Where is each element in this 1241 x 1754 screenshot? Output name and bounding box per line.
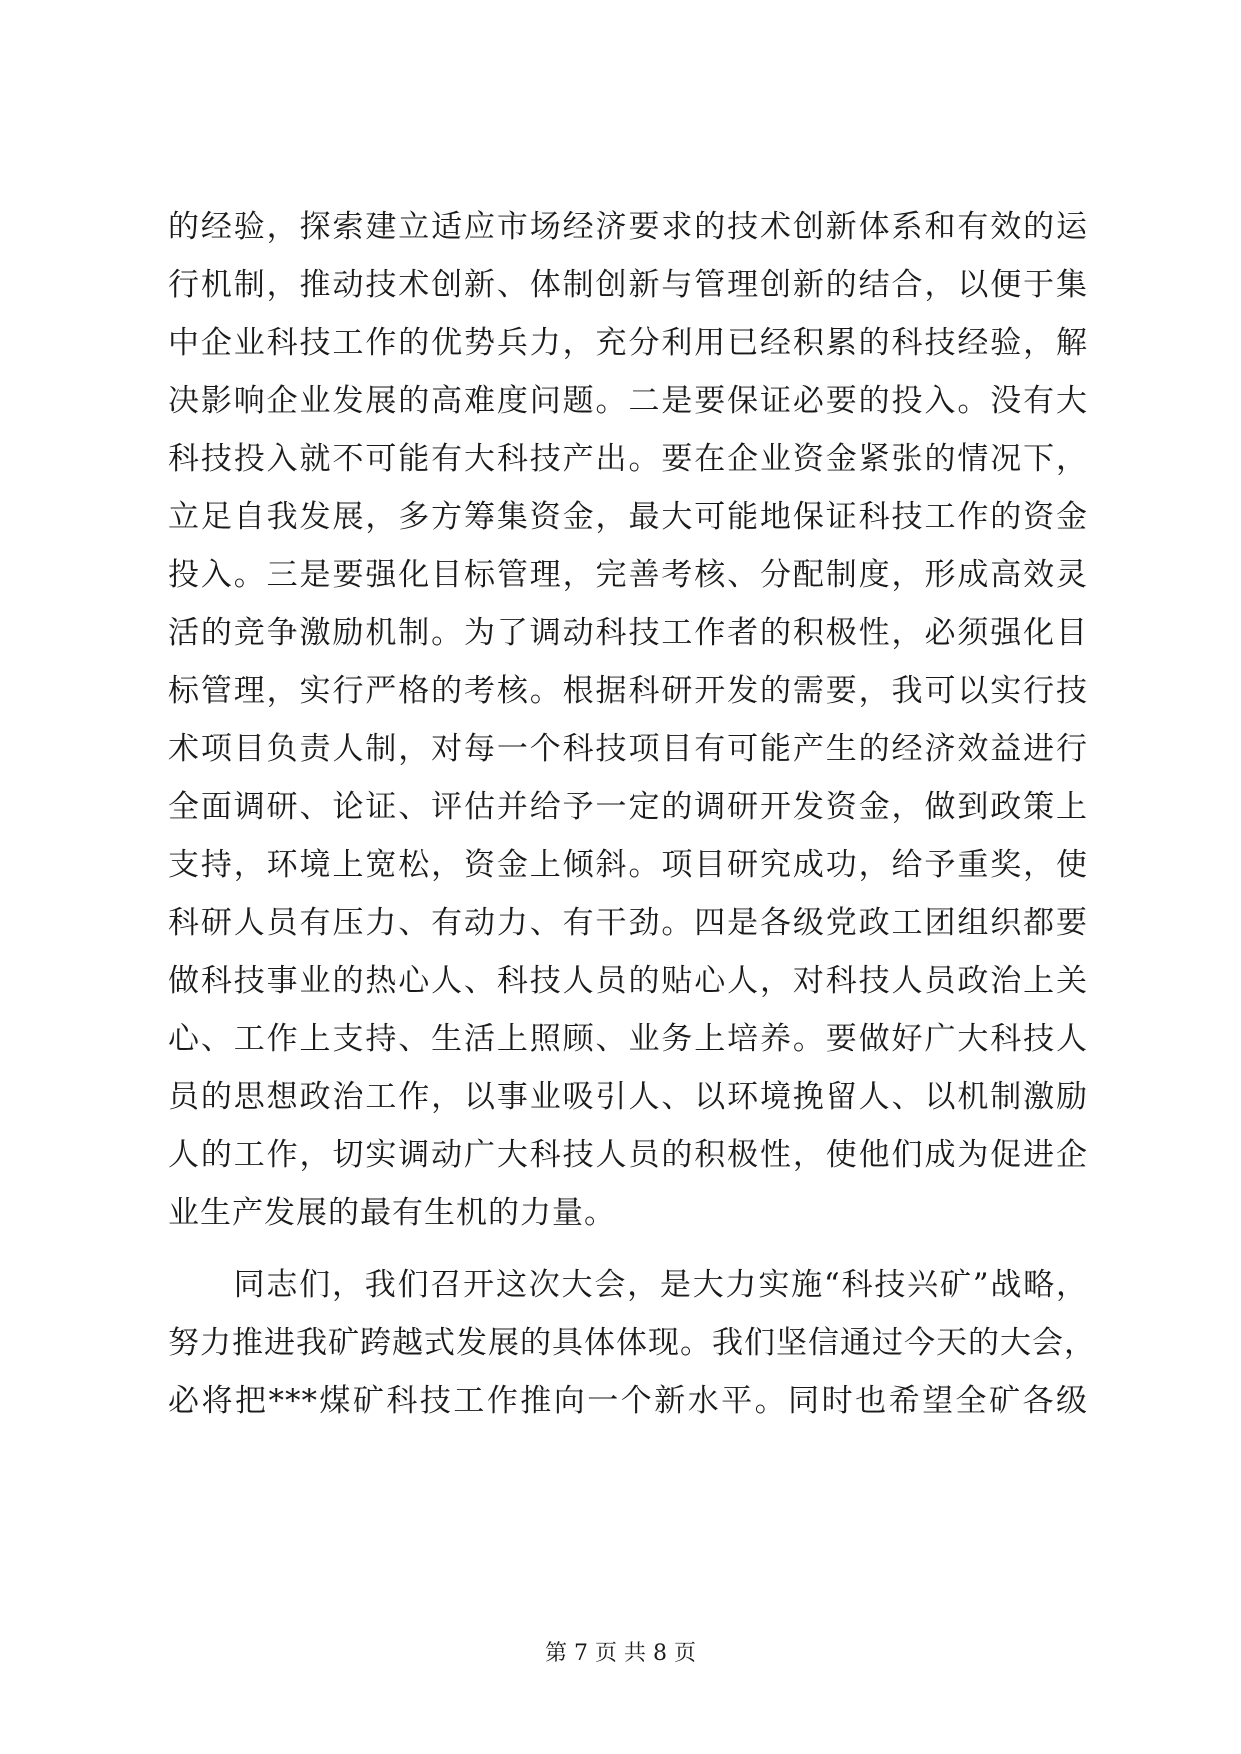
page-footer [0,1639,1241,1669]
text-line: 活的竞争激励机制。为了调动科技工作者的积极性，必须强化目 [168,615,1088,651]
body-text [168,198,1096,1430]
text-line: 支持，环境上宽松，资金上倾斜。项目研究成功，给予重奖，使 [168,847,1088,883]
text-line: 科研人员有压力、有动力、有干劲。四是各级党政工团组织都要 [168,905,1088,941]
text-line: 人的工作，切实调动广大科技人员的积极性，使他们成为促进企 [168,1137,1088,1173]
paragraph-gap [168,1242,1088,1256]
text-line: 中企业科技工作的优势兵力，充分利用已经积累的科技经验，解 [168,325,1088,361]
paragraph [168,198,1088,1242]
text-line: 全面调研、论证、评估并给予一定的调研开发资金，做到政策上 [168,789,1088,825]
text-line: 的经验，探索建立适应市场经济要求的技术创新体系和有效的运 [168,209,1088,245]
text-line: 心、工作上支持、生活上照顾、业务上培养。要做好广大科技人 [168,1021,1088,1057]
text-line: 决影响企业发展的高难度问题。二是要保证必要的投入。没有大 [168,383,1088,419]
text-line: 行机制，推动技术创新、体制创新与管理创新的结合，以便于集 [168,267,1088,303]
text-line: 必将把***煤矿科技工作推向一个新水平。同时也希望全矿各级 [168,1383,1088,1419]
text-line: 业生产发展的最有生机的力量。 [168,1195,616,1231]
text-line: 努力推进我矿跨越式发展的具体体现。我们坚信通过今天的大会， [168,1325,1096,1361]
text-line: 标管理，实行严格的考核。根据科研开发的需要，我可以实行技 [168,673,1088,709]
text-line: 做科技事业的热心人、科技人员的贴心人，对科技人员政治上关 [168,963,1088,999]
text-line: 投入。三是要强化目标管理，完善考核、分配制度，形成高效灵 [168,557,1088,593]
page-number: 第 7 页 共 8 页 [545,1641,696,1666]
paragraph [168,1256,1096,1430]
text-line: 立足自我发展，多方筹集资金，最大可能地保证科技工作的资金 [168,499,1088,535]
text-line: 员的思想政治工作，以事业吸引人、以环境挽留人、以机制激励 [168,1079,1088,1115]
text-line: 同志们，我们召开这次大会，是大力实施“科技兴矿”战略， [168,1267,1088,1303]
text-line: 术项目负责人制，对每一个科技项目有可能产生的经济效益进行 [168,731,1088,767]
text-line: 科技投入就不可能有大科技产出。要在企业资金紧张的情况下， [168,441,1088,477]
